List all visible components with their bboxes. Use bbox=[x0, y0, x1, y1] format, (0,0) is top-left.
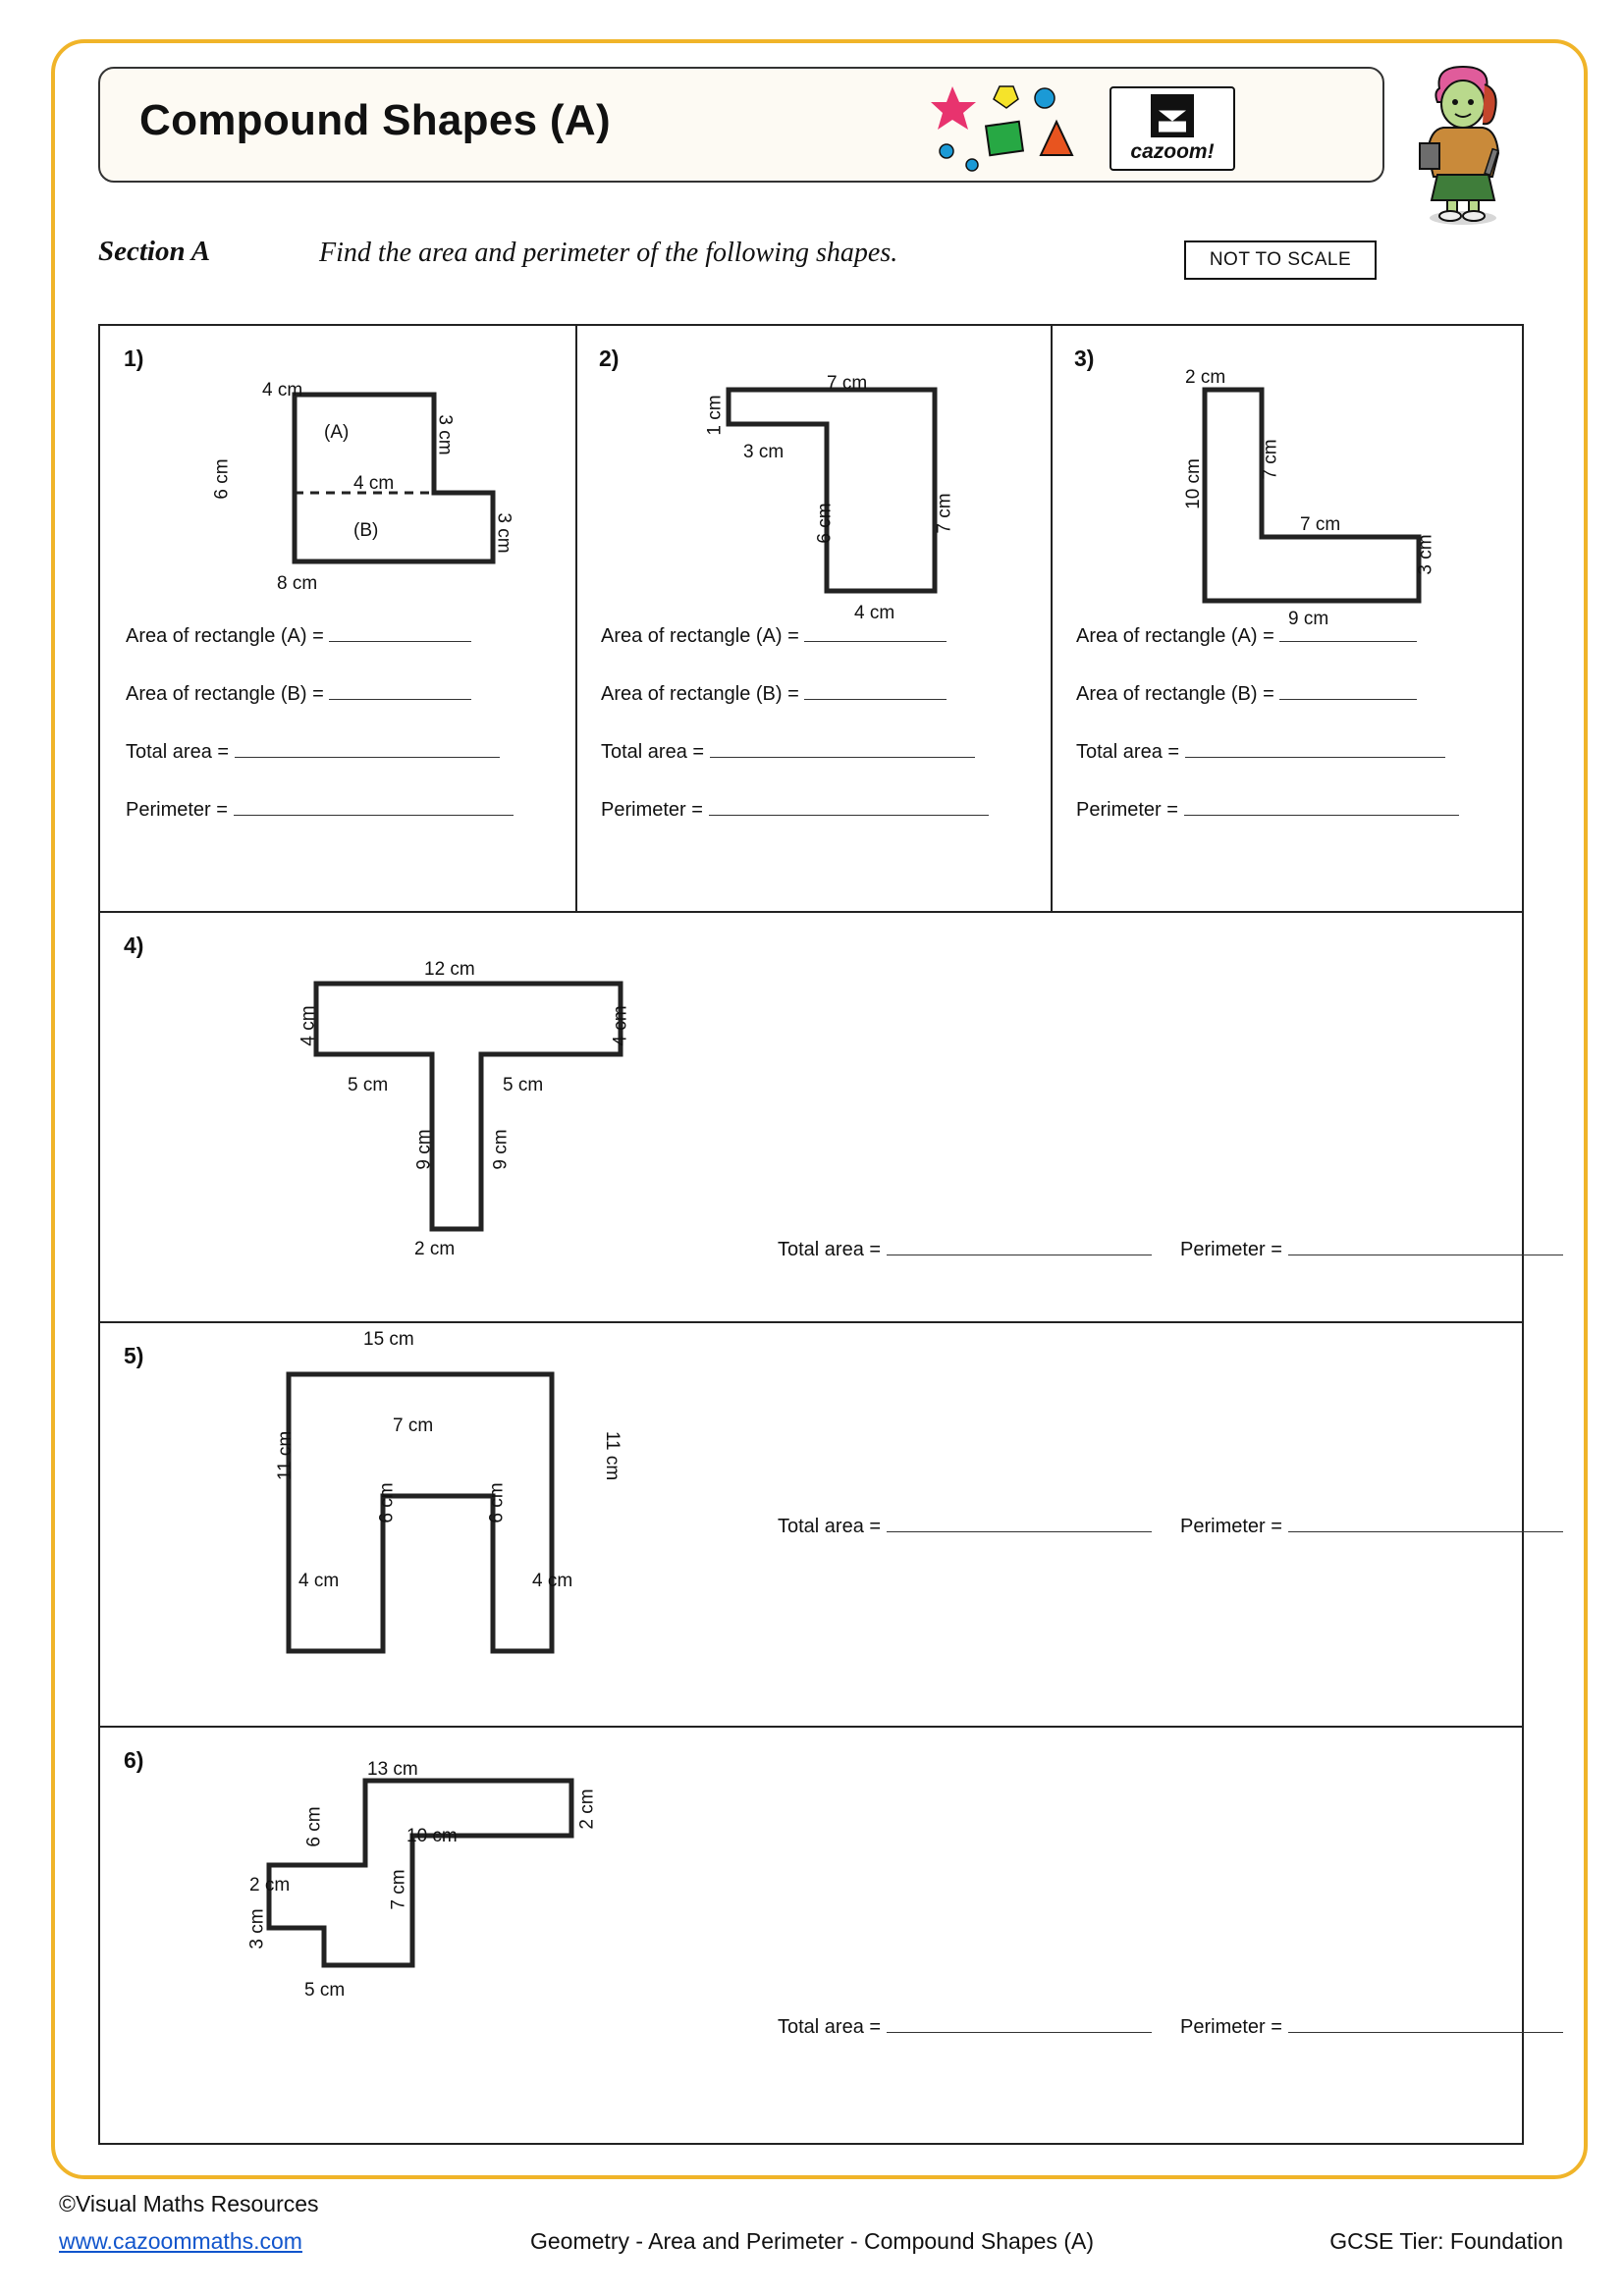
question-2-label-left: 1 cm bbox=[704, 395, 726, 436]
question-1-label-right-upper: 3 cm bbox=[434, 414, 456, 455]
question-5-perimeter-label: Perimeter = bbox=[1180, 1516, 1282, 1537]
question-2-perimeter-label: Perimeter = bbox=[601, 799, 703, 821]
footer-center-text: Geometry - Area and Perimeter - Compound Shapes (A) bbox=[530, 2228, 1094, 2254]
cazoom-logo bbox=[1110, 86, 1235, 171]
question-6-label-bottom: 5 cm bbox=[304, 1980, 346, 2001]
question-5-label-bottom-right: 4 cm bbox=[532, 1571, 573, 1591]
question-5-label-notch-top: 7 cm bbox=[393, 1415, 434, 1436]
question-1-label-left: 6 cm bbox=[211, 458, 233, 500]
question-5-label-left: 11 cm bbox=[275, 1430, 297, 1481]
question-6-total-area bbox=[778, 2016, 1152, 2039]
question-2-area-b bbox=[601, 683, 947, 706]
question-1-area-a-label: Area of rectangle (A) = bbox=[126, 625, 324, 647]
question-6-label-top: 13 cm bbox=[367, 1759, 418, 1780]
questions-grid bbox=[98, 324, 1524, 2145]
question-1-area-a bbox=[126, 625, 471, 648]
question-2-label-top: 7 cm bbox=[827, 373, 868, 394]
question-5-figure bbox=[198, 1357, 611, 1720]
question-4-label-stem-left: 9 cm bbox=[413, 1129, 435, 1170]
question-5-label-bottom-left: 4 cm bbox=[298, 1571, 340, 1591]
question-1-number: 1) bbox=[124, 346, 144, 371]
question-1-label-region-b: (B) bbox=[353, 520, 379, 541]
question-1-label-mid: 4 cm bbox=[353, 473, 395, 494]
decorative-shapes-icon bbox=[931, 82, 1088, 175]
question-5-label-notch-left: 6 cm bbox=[376, 1482, 398, 1523]
question-3-label-inner-right: 7 cm bbox=[1260, 439, 1281, 480]
question-1-perimeter-input[interactable] bbox=[234, 815, 514, 816]
header-box bbox=[98, 67, 1384, 183]
question-2-perimeter bbox=[601, 799, 989, 822]
question-3-area-b-label: Area of rectangle (B) = bbox=[1076, 683, 1274, 705]
question-6-label-inner-top: 10 cm bbox=[406, 1826, 458, 1846]
divider-horizontal-1 bbox=[100, 911, 1522, 913]
question-3-label-left: 10 cm bbox=[1182, 458, 1204, 509]
question-2-label-right: 7 cm bbox=[934, 493, 955, 534]
question-3-area-a-input[interactable] bbox=[1279, 641, 1417, 642]
question-4-label-left-arm: 5 cm bbox=[348, 1075, 389, 1095]
divider-horizontal-3 bbox=[100, 1726, 1522, 1728]
question-2-area-a-input[interactable] bbox=[804, 641, 947, 642]
question-1-label-right-lower: 3 cm bbox=[493, 512, 514, 554]
section-label: Section A bbox=[98, 236, 211, 267]
divider-vertical-1 bbox=[575, 326, 577, 911]
question-3-label-right: 3 cm bbox=[1415, 534, 1436, 575]
hourglass-icon bbox=[1151, 94, 1194, 137]
question-3-perimeter-input[interactable] bbox=[1184, 815, 1459, 816]
question-6-total-area-label: Total area = bbox=[778, 2016, 882, 2038]
not-to-scale-badge: NOT TO SCALE bbox=[1184, 240, 1377, 280]
question-1-total-area bbox=[126, 741, 500, 764]
question-1-area-b bbox=[126, 683, 471, 706]
question-6-number: 6) bbox=[124, 1747, 144, 1773]
question-5-total-area-label: Total area = bbox=[778, 1516, 882, 1537]
question-2-number: 2) bbox=[599, 346, 620, 371]
question-5-perimeter-input[interactable] bbox=[1288, 1531, 1563, 1532]
question-1-label-top: 4 cm bbox=[262, 380, 303, 400]
footer-website-link[interactable]: www.cazoommaths.com bbox=[59, 2228, 302, 2254]
question-1-total-area-input[interactable] bbox=[235, 757, 500, 758]
question-6-perimeter-input[interactable] bbox=[1288, 2032, 1563, 2033]
question-5-label-top: 15 cm bbox=[363, 1329, 414, 1350]
page-title: Compound Shapes (A) bbox=[139, 96, 611, 144]
question-2-total-area bbox=[601, 741, 975, 764]
question-3-area-a bbox=[1076, 625, 1417, 648]
question-4-total-area bbox=[778, 1239, 1152, 1261]
question-1-label-bottom: 8 cm bbox=[277, 573, 318, 594]
question-3-area-a-label: Area of rectangle (A) = bbox=[1076, 625, 1274, 647]
question-4-label-bottom: 2 cm bbox=[414, 1239, 456, 1259]
question-4-number: 4) bbox=[124, 933, 144, 958]
question-1-total-area-label: Total area = bbox=[126, 741, 230, 763]
question-4-perimeter bbox=[1180, 1239, 1563, 1261]
question-3-total-area bbox=[1076, 741, 1445, 764]
question-1-area-a-input[interactable] bbox=[329, 641, 471, 642]
question-3-perimeter-label: Perimeter = bbox=[1076, 799, 1178, 821]
question-4-perimeter-label: Perimeter = bbox=[1180, 1239, 1282, 1260]
question-2-area-b-label: Area of rectangle (B) = bbox=[601, 683, 799, 705]
divider-horizontal-2 bbox=[100, 1321, 1522, 1323]
question-4-label-left: 4 cm bbox=[298, 1005, 319, 1046]
question-2-area-a bbox=[601, 625, 947, 648]
question-6-perimeter-label: Perimeter = bbox=[1180, 2016, 1282, 2038]
question-2-total-area-input[interactable] bbox=[710, 757, 975, 758]
footer-copyright: ©Visual Maths Resources bbox=[59, 2191, 319, 2216]
question-6-label-step: 2 cm bbox=[249, 1875, 291, 1896]
divider-vertical-2 bbox=[1051, 326, 1053, 911]
question-5-total-area-input[interactable] bbox=[887, 1531, 1152, 1532]
footer-tier-text: GCSE Tier: Foundation bbox=[1329, 2228, 1563, 2254]
question-3-total-area-input[interactable] bbox=[1185, 757, 1445, 758]
question-4-total-area-label: Total area = bbox=[778, 1239, 882, 1260]
question-6-label-right: 2 cm bbox=[576, 1789, 598, 1830]
question-6-total-area-input[interactable] bbox=[887, 2032, 1152, 2033]
cartoon-girl-mascot-icon bbox=[1404, 59, 1522, 226]
question-4-label-right: 4 cm bbox=[610, 1005, 631, 1046]
question-1-label-region-a: (A) bbox=[324, 422, 350, 443]
question-4-label-top: 12 cm bbox=[424, 959, 475, 980]
question-2-label-inner-top: 3 cm bbox=[743, 442, 785, 462]
question-6-label-inner-left: 7 cm bbox=[388, 1869, 409, 1910]
cazoom-logo-text: cazoom! bbox=[1130, 140, 1215, 163]
question-5-label-right: 11 cm bbox=[602, 1430, 623, 1481]
question-3-number: 3) bbox=[1074, 346, 1095, 371]
question-2-area-a-label: Area of rectangle (A) = bbox=[601, 625, 799, 647]
question-5-label-notch-right: 6 cm bbox=[486, 1482, 508, 1523]
question-2-total-area-label: Total area = bbox=[601, 741, 705, 763]
question-3-area-b bbox=[1076, 683, 1417, 706]
question-3-label-bottom: 9 cm bbox=[1288, 609, 1329, 629]
question-4-label-right-arm: 5 cm bbox=[503, 1075, 544, 1095]
question-3-label-mid: 7 cm bbox=[1300, 514, 1341, 535]
question-1-perimeter-label: Perimeter = bbox=[126, 799, 228, 821]
question-6-label-upper-left: 6 cm bbox=[303, 1806, 325, 1847]
question-2-label-inner-left: 6 cm bbox=[814, 503, 836, 544]
question-3-total-area-label: Total area = bbox=[1076, 741, 1180, 763]
question-1-area-b-input[interactable] bbox=[329, 699, 471, 700]
question-5-number: 5) bbox=[124, 1343, 144, 1368]
question-4-label-stem-right: 9 cm bbox=[490, 1129, 512, 1170]
question-5-total-area bbox=[778, 1516, 1152, 1538]
section-instruction: Find the area and perimeter of the following shapes. bbox=[319, 238, 898, 268]
question-3-label-top: 2 cm bbox=[1185, 367, 1226, 388]
question-6-perimeter bbox=[1180, 2016, 1563, 2039]
question-2-label-bottom: 4 cm bbox=[854, 603, 895, 623]
question-5-perimeter bbox=[1180, 1516, 1563, 1538]
question-1-area-b-label: Area of rectangle (B) = bbox=[126, 683, 324, 705]
question-3-perimeter bbox=[1076, 799, 1459, 822]
question-2-perimeter-input[interactable] bbox=[709, 815, 989, 816]
question-6-label-lower-left: 3 cm bbox=[246, 1908, 268, 1949]
question-1-perimeter bbox=[126, 799, 514, 822]
question-2-area-b-input[interactable] bbox=[804, 699, 947, 700]
question-3-area-b-input[interactable] bbox=[1279, 699, 1417, 700]
